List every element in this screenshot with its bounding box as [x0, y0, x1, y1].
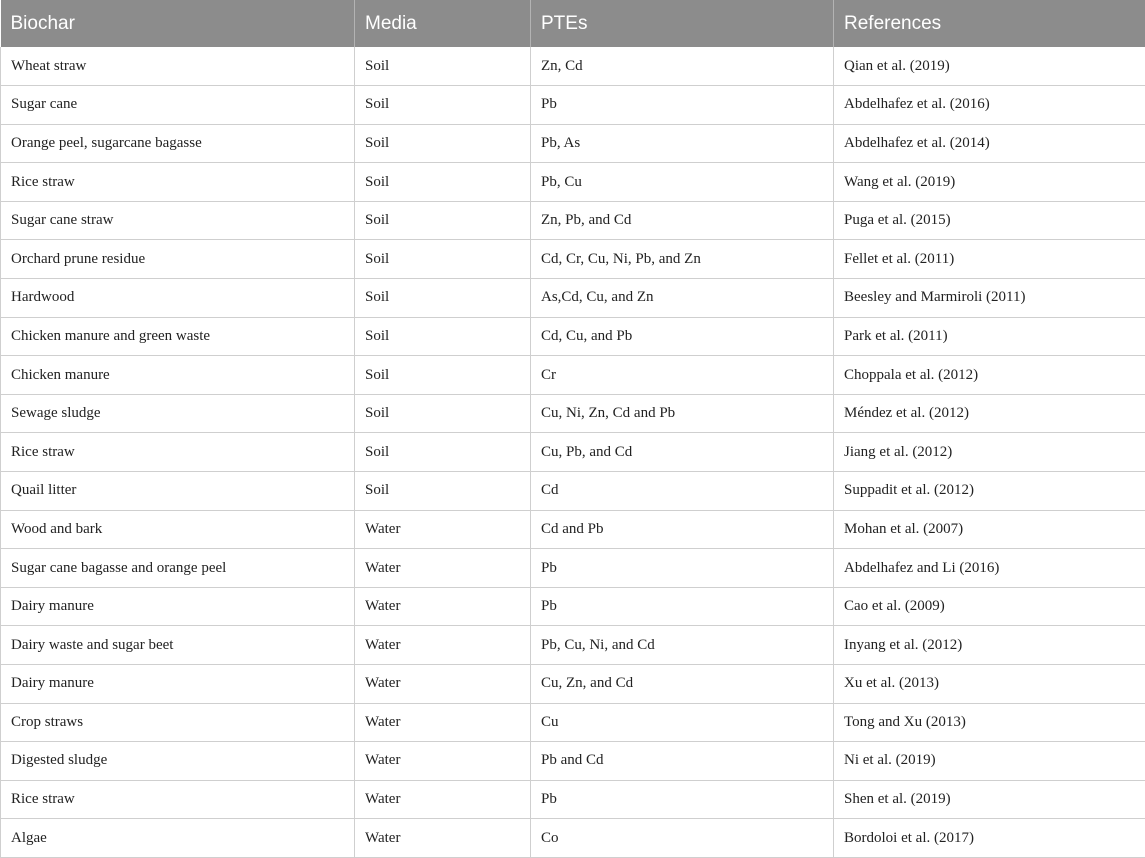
cell-biochar: Rice straw [1, 163, 355, 202]
cell-ptes: Cu, Ni, Zn, Cd and Pb [531, 394, 834, 433]
cell-reference: Méndez et al. (2012) [834, 394, 1145, 433]
cell-media: Soil [355, 317, 531, 356]
cell-media: Soil [355, 472, 531, 511]
cell-reference: Jiang et al. (2012) [834, 433, 1145, 472]
cell-media: Soil [355, 201, 531, 240]
cell-biochar: Dairy waste and sugar beet [1, 626, 355, 665]
cell-reference: Wang et al. (2019) [834, 163, 1145, 202]
cell-biochar: Rice straw [1, 433, 355, 472]
cell-reference: Bordoloi et al. (2017) [834, 819, 1145, 858]
cell-ptes: Pb, Cu, Ni, and Cd [531, 626, 834, 665]
cell-ptes: Pb [531, 549, 834, 588]
cell-reference: Abdelhafez and Li (2016) [834, 549, 1145, 588]
cell-ptes: Cu, Pb, and Cd [531, 433, 834, 472]
cell-ptes: Pb, As [531, 124, 834, 163]
cell-media: Water [355, 742, 531, 781]
table-row [1, 780, 1145, 819]
table-row [1, 279, 1145, 318]
cell-media: Soil [355, 279, 531, 318]
cell-biochar: Sugar cane straw [1, 201, 355, 240]
table-row [1, 394, 1145, 433]
cell-biochar: Chicken manure [1, 356, 355, 395]
cell-ptes: Cd and Pb [531, 510, 834, 549]
cell-biochar: Chicken manure and green waste [1, 317, 355, 356]
cell-biochar: Algae [1, 819, 355, 858]
cell-biochar: Sugar cane bagasse and orange peel [1, 549, 355, 588]
cell-biochar: Sugar cane [1, 86, 355, 125]
header-media: Media [355, 0, 531, 47]
cell-media: Soil [355, 433, 531, 472]
header-references: References [834, 0, 1145, 47]
cell-media: Soil [355, 163, 531, 202]
cell-media: Water [355, 510, 531, 549]
cell-reference: Inyang et al. (2012) [834, 626, 1145, 665]
cell-reference: Mohan et al. (2007) [834, 510, 1145, 549]
cell-ptes: Pb [531, 587, 834, 626]
cell-media: Soil [355, 394, 531, 433]
cell-reference: Abdelhafez et al. (2014) [834, 124, 1145, 163]
cell-reference: Fellet et al. (2011) [834, 240, 1145, 279]
table-body [1, 47, 1145, 857]
cell-ptes: Cr [531, 356, 834, 395]
table-row [1, 665, 1145, 704]
cell-media: Water [355, 549, 531, 588]
cell-ptes: Pb [531, 86, 834, 125]
cell-media: Water [355, 780, 531, 819]
table-row [1, 510, 1145, 549]
cell-biochar: Digested sludge [1, 742, 355, 781]
table-row [1, 201, 1145, 240]
table-row [1, 819, 1145, 858]
cell-biochar: Dairy manure [1, 665, 355, 704]
cell-reference: Choppala et al. (2012) [834, 356, 1145, 395]
cell-ptes: Zn, Pb, and Cd [531, 201, 834, 240]
cell-reference: Puga et al. (2015) [834, 201, 1145, 240]
cell-media: Soil [355, 86, 531, 125]
cell-reference: Ni et al. (2019) [834, 742, 1145, 781]
cell-media: Soil [355, 47, 531, 86]
table-row [1, 742, 1145, 781]
cell-media: Soil [355, 356, 531, 395]
table-row [1, 240, 1145, 279]
table-row [1, 356, 1145, 395]
cell-reference: Suppadit et al. (2012) [834, 472, 1145, 511]
header-row [1, 0, 1145, 47]
cell-ptes: As,Cd, Cu, and Zn [531, 279, 834, 318]
table-row [1, 86, 1145, 125]
cell-ptes: Pb and Cd [531, 742, 834, 781]
cell-ptes: Cu [531, 703, 834, 742]
table-row [1, 163, 1145, 202]
cell-reference: Beesley and Marmiroli (2011) [834, 279, 1145, 318]
cell-reference: Shen et al. (2019) [834, 780, 1145, 819]
table-row [1, 549, 1145, 588]
cell-media: Water [355, 703, 531, 742]
table-row [1, 587, 1145, 626]
cell-reference: Park et al. (2011) [834, 317, 1145, 356]
cell-ptes: Co [531, 819, 834, 858]
cell-reference: Cao et al. (2009) [834, 587, 1145, 626]
table-row [1, 472, 1145, 511]
cell-biochar: Sewage sludge [1, 394, 355, 433]
cell-ptes: Cd, Cu, and Pb [531, 317, 834, 356]
table-row [1, 703, 1145, 742]
cell-biochar: Orange peel, sugarcane bagasse [1, 124, 355, 163]
cell-biochar: Orchard prune residue [1, 240, 355, 279]
cell-biochar: Quail litter [1, 472, 355, 511]
cell-ptes: Pb, Cu [531, 163, 834, 202]
cell-biochar: Wheat straw [1, 47, 355, 86]
table-row [1, 317, 1145, 356]
cell-biochar: Wood and bark [1, 510, 355, 549]
cell-ptes: Cd [531, 472, 834, 511]
cell-media: Water [355, 665, 531, 704]
header-biochar: Biochar [1, 0, 355, 47]
cell-ptes: Cd, Cr, Cu, Ni, Pb, and Zn [531, 240, 834, 279]
cell-ptes: Pb [531, 780, 834, 819]
table-header [1, 0, 1145, 47]
cell-media: Soil [355, 240, 531, 279]
cell-ptes: Cu, Zn, and Cd [531, 665, 834, 704]
cell-reference: Xu et al. (2013) [834, 665, 1145, 704]
cell-reference: Qian et al. (2019) [834, 47, 1145, 86]
cell-media: Water [355, 626, 531, 665]
table-row [1, 124, 1145, 163]
cell-biochar: Dairy manure [1, 587, 355, 626]
cell-media: Soil [355, 124, 531, 163]
cell-biochar: Hardwood [1, 279, 355, 318]
table-row [1, 626, 1145, 665]
cell-media: Water [355, 819, 531, 858]
table-row [1, 47, 1145, 86]
cell-ptes: Zn, Cd [531, 47, 834, 86]
cell-biochar: Rice straw [1, 780, 355, 819]
header-ptes: PTEs [531, 0, 834, 47]
table-row [1, 433, 1145, 472]
cell-reference: Abdelhafez et al. (2016) [834, 86, 1145, 125]
cell-media: Water [355, 587, 531, 626]
cell-reference: Tong and Xu (2013) [834, 703, 1145, 742]
cell-biochar: Crop straws [1, 703, 355, 742]
